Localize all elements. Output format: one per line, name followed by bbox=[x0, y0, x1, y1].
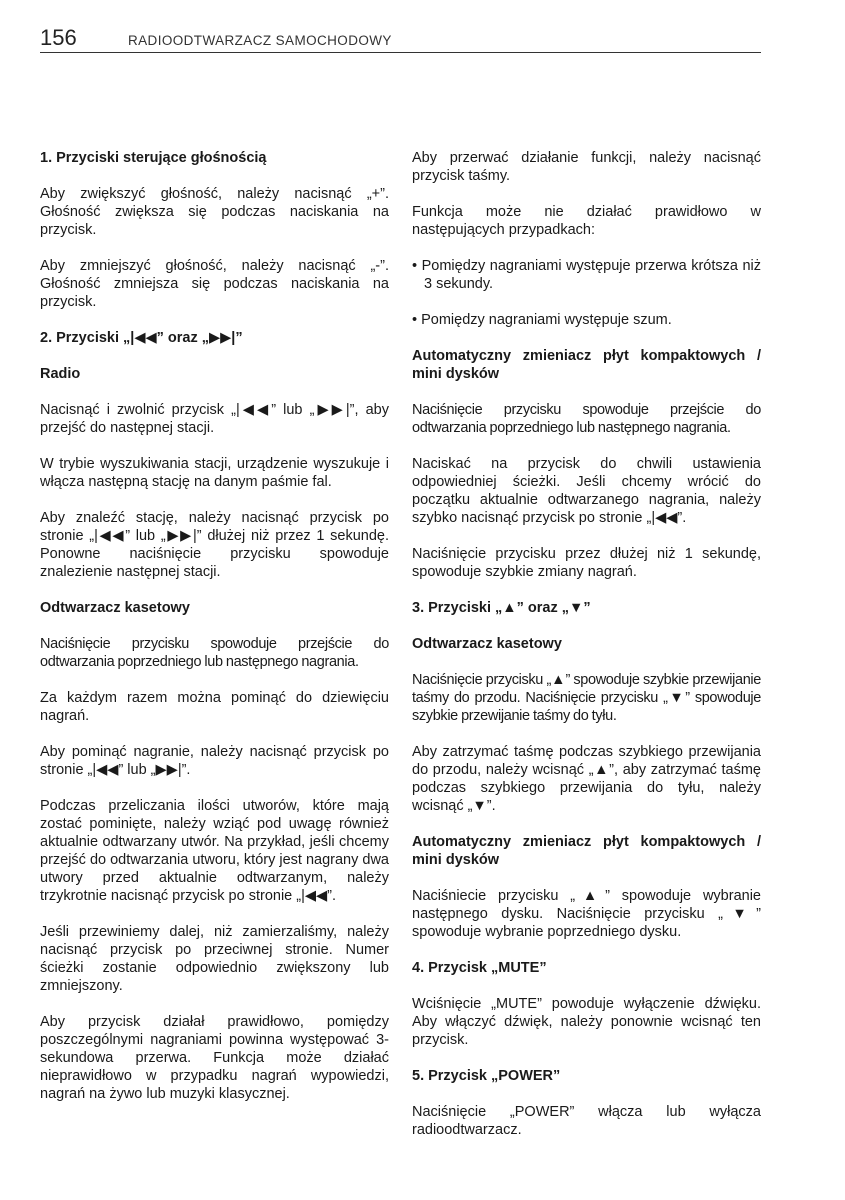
paragraph: Wciśnięcie „MUTE” powoduje wyłączenie dźwięku. Aby włączyć dźwięk, należy ponownie wcisnąć ten przycisk. bbox=[412, 996, 761, 1048]
paragraph: Aby przycisk działał prawidłowo, pomiędzy poszczególnymi nagraniami powinna występować 3-sekundowa przerwa. Funkcja może działać nieprawidłowo w przypadku nagrań wypowiedzi, nagrań na żywo lub muzyki klasycznej. bbox=[40, 1014, 389, 1102]
right-column bbox=[412, 149, 761, 1157]
paragraph: Nacisnąć i zwolnić przycisk „|◀◀” lub „▶▶|”, aby przejść do następnej stacji. bbox=[40, 402, 389, 436]
section-heading-skip: 2. Przyciski „|◀◀” oraz „▶▶|” bbox=[40, 330, 243, 346]
paragraph: Naciskać na przycisk do chwili ustawienia odpowiedniej ścieżki. Jeśli chcemy wrócić do początku aktualnie odtwarzanego nagrania, należy szybko nacisnąć przycisk po stronie „|◀◀”. bbox=[412, 456, 761, 526]
paragraph: Za każdym razem można pominąć do dziewięciu nagrań. bbox=[40, 690, 389, 724]
subheading-cd-changer: Automatyczny zmieniacz płyt kompaktowych / mini dysków bbox=[412, 348, 761, 382]
left-column bbox=[40, 149, 389, 1121]
paragraph: Naciśnięcie przycisku spowoduje przejście do odtwarzania poprzedniego lub następnego nagrania. bbox=[412, 402, 761, 436]
section-heading-up-down: 3. Przyciski „▲” oraz „▼” bbox=[412, 600, 591, 616]
paragraph: Aby zwiększyć głośność, należy nacisnąć „+”. Głośność zwiększa się podczas naciskania na przycisk. bbox=[40, 186, 389, 238]
bullet-item: • Pomiędzy nagraniami występuje przerwa krótsza niż 3 sekundy. bbox=[412, 258, 761, 292]
subheading-cassette: Odtwarzacz kasetowy bbox=[412, 636, 562, 652]
running-title: RADIOODTWARZACZ SAMOCHODOWY bbox=[128, 33, 392, 48]
paragraph: Aby zatrzymać taśmę podczas szybkiego przewijania do przodu, należy wcisnąć „▲”, aby zatrzymać taśmę podczas szybkiego przewijania do tyłu, należy wcisnąć „▼”. bbox=[412, 744, 761, 814]
paragraph: Naciśnięcie przycisku „▲” spowoduje szybkie przewijanie taśmy do przodu. Naciśnięcie przycisku „▼” spowoduje szybkie przewijanie taśmy do tyłu. bbox=[412, 672, 761, 724]
paragraph: W trybie wyszukiwania stacji, urządzenie wyszukuje i włącza następną stację na danym paśmie fal. bbox=[40, 456, 389, 490]
paragraph: Aby znaleźć stację, należy nacisnąć przycisk po stronie „|◀◀” lub „▶▶|” dłużej niż przez 1 sekundę. Ponowne naciśnięcie przycisku spowoduje znalezienie następnej stacji. bbox=[40, 510, 389, 580]
paragraph: Podczas przeliczania ilości utworów, które mają zostać pominięte, należy wziąć pod uwagę również aktualnie odtwarzany utwór. Na przykład, jeśli chcemy przejść do odtwarzania utworu, który jest nagrany dwa utwory przed aktualnie odtwarzanym, należy trzykrotnie nacisnąć przycisk po stronie „|◀◀”. bbox=[40, 798, 389, 904]
section-heading-volume: 1. Przyciski sterujące głośnością bbox=[40, 150, 267, 166]
page-number: 156 bbox=[40, 25, 77, 50]
bullet-list bbox=[412, 257, 761, 329]
paragraph: Aby pominąć nagranie, należy nacisnąć przycisk po stronie „|◀◀” lub „▶▶|”. bbox=[40, 744, 389, 778]
paragraph: Aby przerwać działanie funkcji, należy nacisnąć przycisk taśmy. bbox=[412, 150, 761, 184]
section-heading-mute: 4. Przycisk „MUTE” bbox=[412, 960, 547, 976]
bullet-item: • Pomiędzy nagraniami występuje szum. bbox=[412, 312, 672, 328]
subheading-radio: Radio bbox=[40, 366, 81, 382]
paragraph: Naciśnięcie przycisku przez dłużej niż 1 sekundę, spowoduje szybkie zmiany nagrań. bbox=[412, 546, 761, 580]
paragraph: Naciśnięcie przycisku spowoduje przejście do odtwarzania poprzedniego lub następnego nagrania. bbox=[40, 636, 389, 670]
section-heading-power: 5. Przycisk „POWER” bbox=[412, 1068, 561, 1084]
paragraph: Naciśniecie przycisku „▲” spowoduje wybranie następnego dysku. Naciśnięcie przycisku „▼” spowoduje wybranie poprzedniego dysku. bbox=[412, 888, 761, 940]
paragraph: Jeśli przewiniemy dalej, niż zamierzaliśmy, należy nacisnąć przycisk po przeciwnej stronie. Numer ścieżki zostanie odpowiednio zwiększony lub zmniejszony. bbox=[40, 924, 389, 994]
page-header bbox=[40, 26, 761, 53]
paragraph: Aby zmniejszyć głośność, należy nacisnąć „-”. Głośność zmniejsza się podczas naciskania na przycisk. bbox=[40, 258, 389, 310]
subheading-cassette: Odtwarzacz kasetowy bbox=[40, 600, 190, 616]
subheading-cd-changer: Automatyczny zmieniacz płyt kompaktowych / mini dysków bbox=[412, 834, 761, 868]
paragraph: Naciśnięcie „POWER” włącza lub wyłącza radioodtwarzacz. bbox=[412, 1104, 761, 1138]
paragraph: Funkcja może nie działać prawidłowo w następujących przypadkach: bbox=[412, 204, 761, 238]
